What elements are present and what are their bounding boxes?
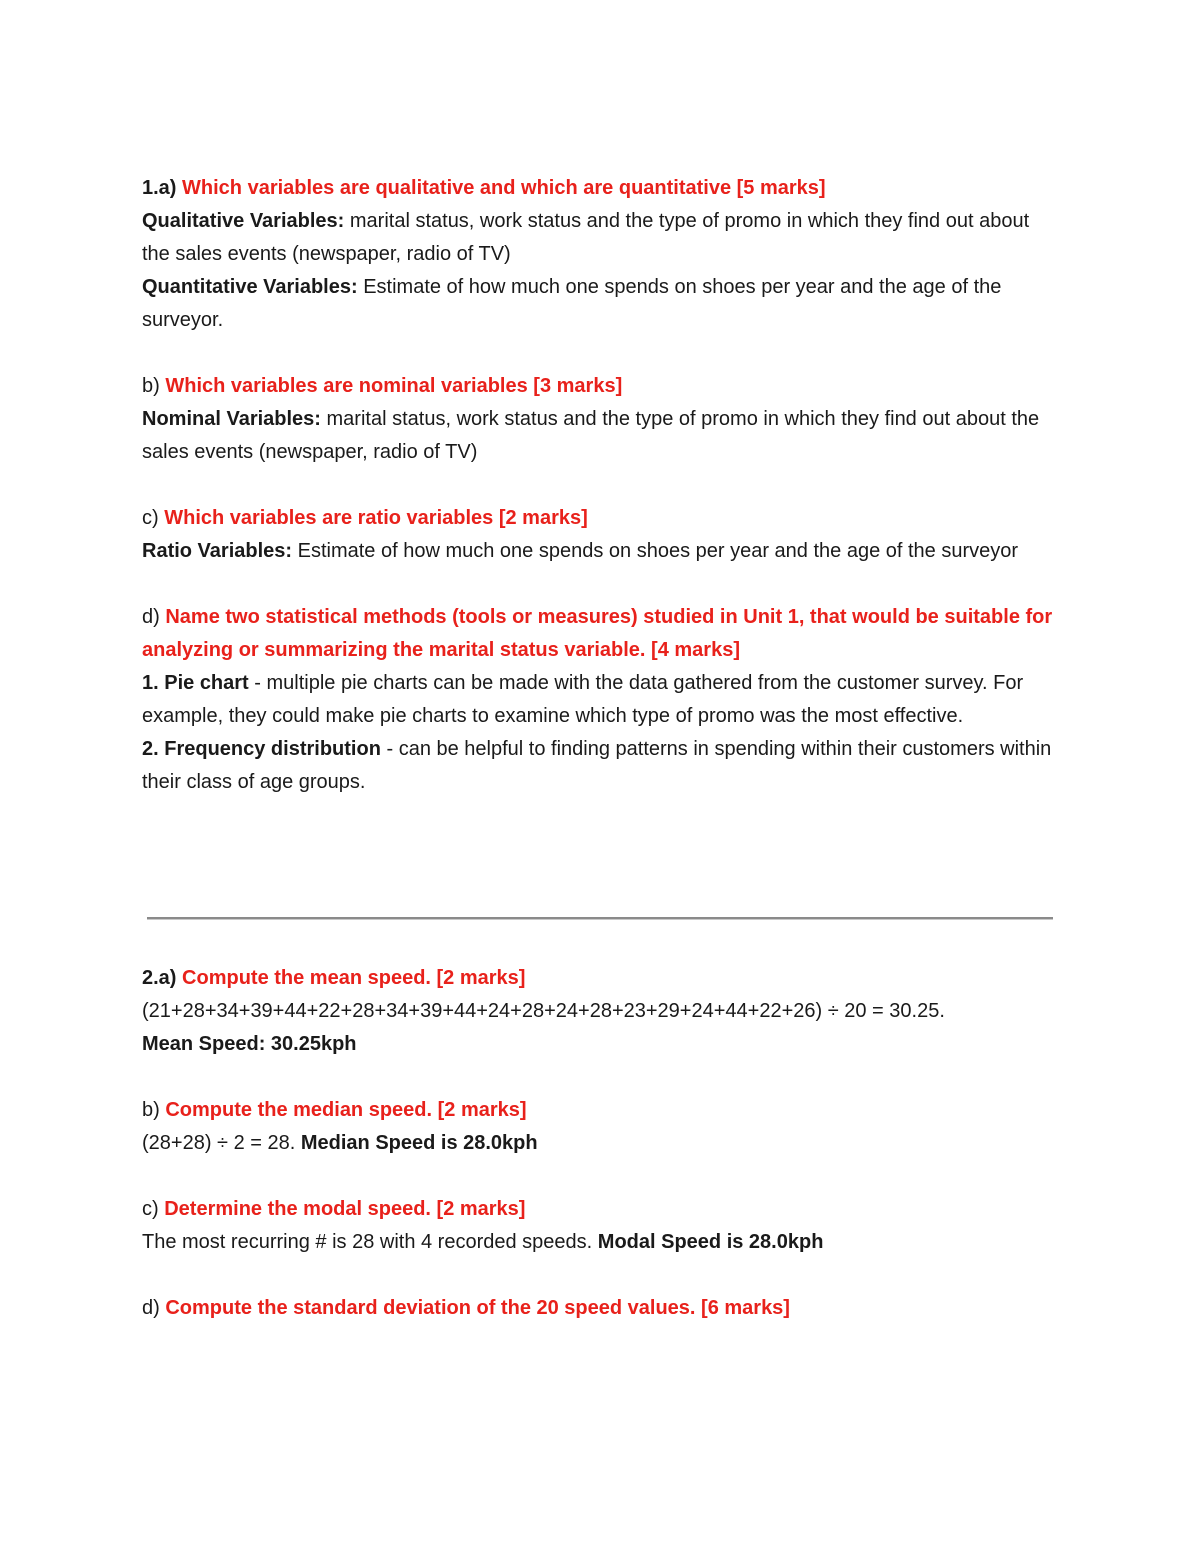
q1a-heading [142,172,1062,205]
q1c-question: Which variables are ratio variables [2 marks] [164,507,588,529]
qualitative-label: Qualitative Variables: [142,210,345,232]
q2b-prefix: b) [142,1099,160,1121]
q2c-heading [142,1193,1062,1226]
q2d-heading [142,1292,1062,1325]
spacer [142,1061,1062,1094]
q1a-question: Which variables are qualitative and which are quantitative [5 marks] [182,177,826,199]
q1d-item-2 [142,733,1062,799]
q1d-prefix: d) [142,606,160,628]
q2b-question: Compute the median speed. [2 marks] [165,1099,527,1121]
pie-chart-label: 1. Pie chart [142,672,249,694]
q2a-result: Mean Speed: 30.25kph [142,1033,357,1055]
quantitative-text: Estimate of how much one spends on shoes per year and the age of the surveyor. [142,276,1002,331]
q2c-calculation: The most recurring # is 28 with 4 recorded speeds. [142,1231,598,1253]
q1a-quantitative-answer [142,271,1062,337]
quantitative-label: Quantitative Variables: [142,276,358,298]
q1d-item-1 [142,667,1062,733]
pie-chart-text: - multiple pie charts can be made with the data gathered from the customer survey. For example, they could make pie charts to examine which type of promo was the most effective. [142,672,1024,727]
q2d-question: Compute the standard deviation of the 20 speed values. [6 marks] [165,1297,790,1319]
q2a-question: Compute the mean speed. [2 marks] [182,967,526,989]
q2c-result: Modal Speed is 28.0kph [597,1231,824,1253]
q1c-prefix: c) [142,507,159,529]
q1b-prefix: b) [142,375,160,397]
spacer [142,337,1062,370]
q2a-heading [142,962,1062,995]
q1d-question: Name two statistical methods (tools or measures) studied in Unit 1, that would be suitable for analyzing or summarizing the marital status variable. [4 marks] [142,606,1053,661]
q2c-question: Determine the modal speed. [2 marks] [164,1198,526,1220]
q1a-qualitative-answer [142,205,1062,271]
spacer [142,1160,1062,1193]
ratio-label: Ratio Variables: [142,540,293,562]
q1b-heading [142,370,1062,403]
ratio-text: Estimate of how much one spends on shoes per year and the age of the surveyor [292,540,1019,562]
spacer [142,469,1062,502]
q2d-prefix: d) [142,1297,160,1319]
frequency-distribution-label: 2. Frequency distribution [142,738,381,760]
section-question-2 [142,962,1062,1325]
section-divider [147,917,1053,920]
q2a-calculation: (21+28+34+39+44+22+28+34+39+44+24+28+24+28+23+29+24+44+22+26) ÷ 20 = 30.25. [142,1000,945,1022]
q1d-heading [142,601,1062,667]
q2b-answer [142,1127,1062,1160]
spacer [142,1259,1062,1292]
nominal-text: marital status, work status and the type of promo in which they find out about the sales events (newspaper, radio of TV) [142,408,1040,463]
frequency-distribution-text: - can be helpful to finding patterns in spending within their customers within their class of age groups. [142,738,1052,793]
nominal-label: Nominal Variables: [142,408,321,430]
q1c-answer [142,535,1062,568]
q2b-heading [142,1094,1062,1127]
q1b-answer [142,403,1062,469]
q2c-prefix: c) [142,1198,159,1220]
q2c-answer [142,1226,1062,1259]
qualitative-text: marital status, work status and the type of promo in which they find out about the sales events (newspaper, radio of TV) [142,210,1030,265]
section-question-1 [142,172,1062,799]
q2b-result: Median Speed is 28.0kph [300,1132,538,1154]
q1a-prefix: 1.a) [142,177,177,199]
spacer [142,568,1062,601]
q1b-question: Which variables are nominal variables [3 marks] [165,375,623,397]
q2b-calculation: (28+28) ÷ 2 = 28. [142,1132,301,1154]
q1c-heading [142,502,1062,535]
q2a-prefix: 2.a) [142,967,177,989]
